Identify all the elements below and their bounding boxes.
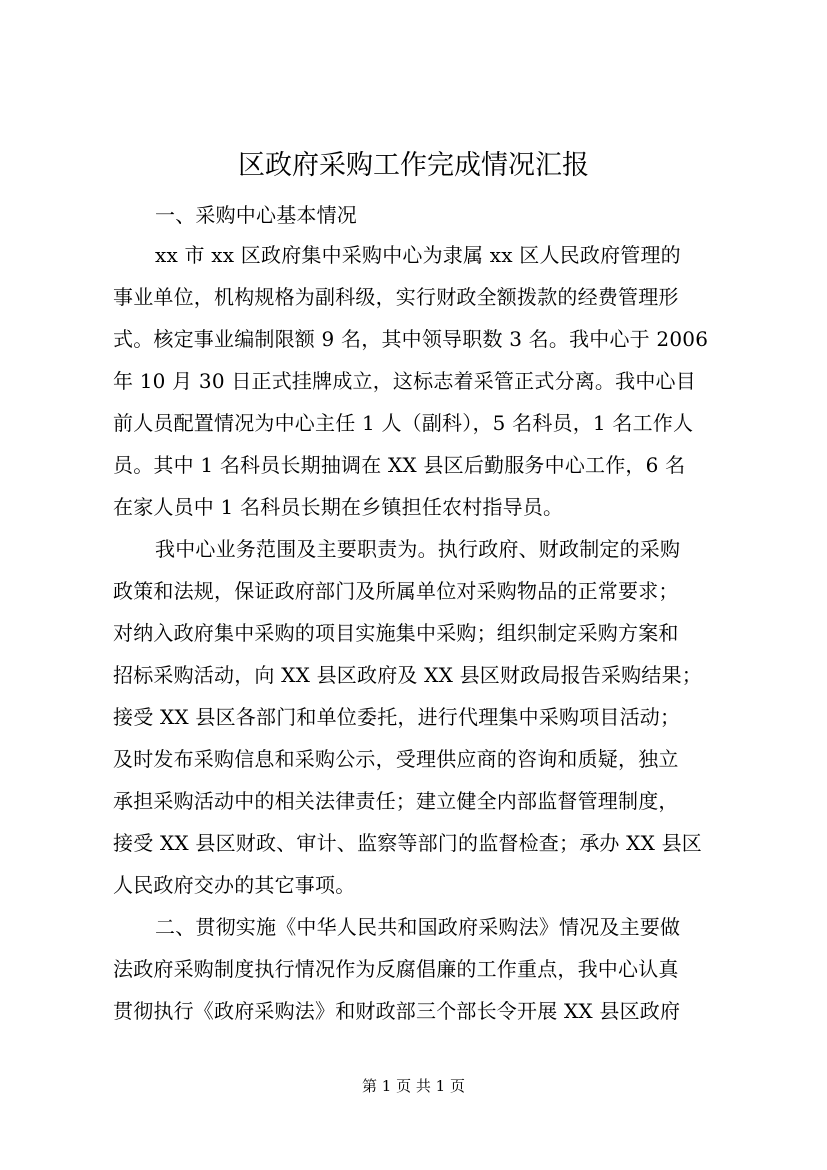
paragraph-line: 政策和法规，保证政府部门及所属单位对采购物品的正常要求； xyxy=(113,579,679,603)
paragraph-line: 法政府采购制度执行情况作为反腐倡廉的工作重点，我中心认真 xyxy=(113,957,679,981)
paragraph-line: 年 10 月 30 日正式挂牌成立，这标志着采管正式分离。我中心目 xyxy=(113,369,696,393)
paragraph-line: 我中心业务范围及主要职责为。执行政府、财政制定的采购 xyxy=(155,537,681,561)
paragraph-line: 人民政府交办的其它事项。 xyxy=(113,873,356,897)
page-footer: 第 1 页 共 1 页 xyxy=(362,1077,465,1095)
paragraph-line: 前人员配置情况为中心主任 1 人（副科），5 名科员，1 名工作人 xyxy=(113,411,694,435)
paragraph-line: xx 市 xx 区政府集中采购中心为隶属 xx 区人民政府管理的 xyxy=(155,243,681,267)
paragraph-line: 在家人员中 1 名科员长期在乡镇担任农村指导员。 xyxy=(113,495,564,519)
page-title: 区政府采购工作完成情况汇报 xyxy=(238,150,589,181)
section-heading: 一、采购中心基本情况 xyxy=(155,203,357,227)
paragraph-line: 接受 XX 县区各部门和单位委托，进行代理集中采购项目活动； xyxy=(113,705,681,729)
paragraph-line: 接受 XX 县区财政、审计、监察等部门的监督检查；承办 XX 县区 xyxy=(113,831,702,855)
section-heading: 二、贯彻实施《中华人民共和国政府采购法》情况及主要做 xyxy=(155,915,681,939)
paragraph-line: 对纳入政府集中采购的项目实施集中采购；组织制定采购方案和 xyxy=(113,621,679,645)
paragraph-line: 承担采购活动中的相关法律责任；建立健全内部监督管理制度， xyxy=(113,789,679,813)
paragraph-line: 式。核定事业编制限额 9 名，其中领导职数 3 名。我中心于 2006 xyxy=(113,327,709,351)
paragraph-line: 及时发布采购信息和采购公示，受理供应商的咨询和质疑，独立 xyxy=(113,747,679,771)
paragraph-line: 贯彻执行《政府采购法》和财政部三个部长令开展 XX 县区政府 xyxy=(113,999,681,1023)
paragraph-line: 事业单位，机构规格为副科级，实行财政全额拨款的经费管理形 xyxy=(113,285,679,309)
paragraph-line: 招标采购活动，向 XX 县区政府及 XX 县区财政局报告采购结果； xyxy=(113,663,702,687)
paragraph-line: 员。其中 1 名科员长期抽调在 XX 县区后勤服务中心工作，6 名 xyxy=(113,453,686,477)
